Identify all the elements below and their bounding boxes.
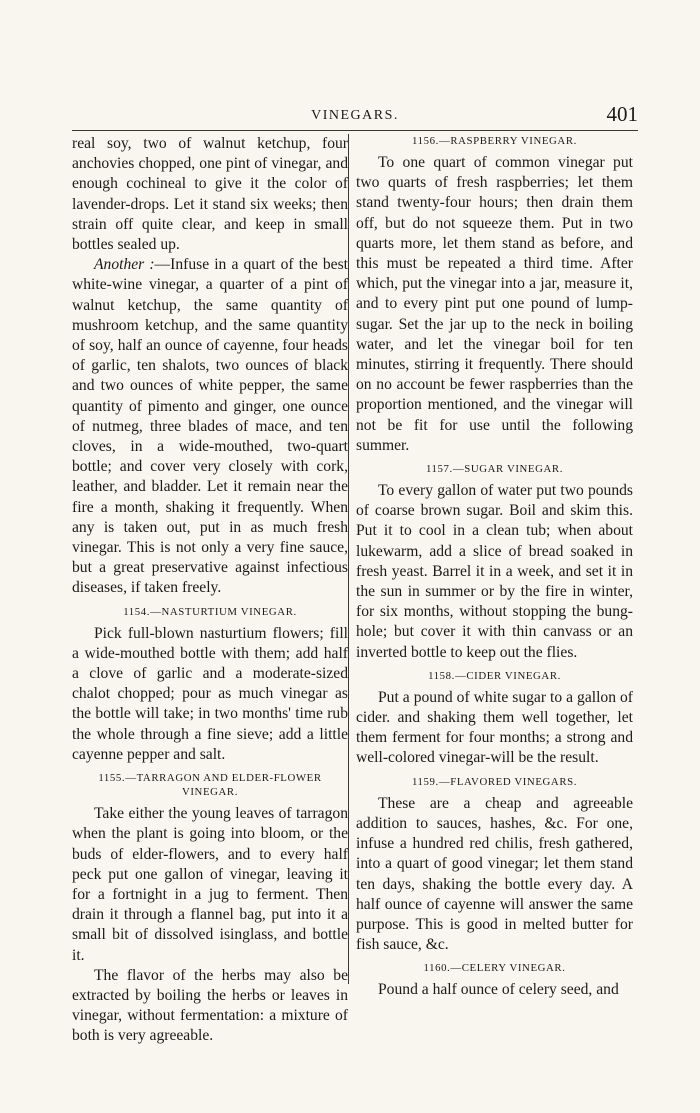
- recipe-heading-1155: 1155.—TARRAGON AND ELDER-FLOWER VINEGAR.: [98, 772, 322, 799]
- recipe-text-1160: Pound a half ounce of celery seed, and: [378, 981, 619, 999]
- running-header: [72, 104, 638, 131]
- page-number: 401: [606, 102, 638, 126]
- recipe-text-1155a: Take either the young leaves of tarragon when the plant is going into bloom, or the buds of elder-flowers, and to every half peck put one gallon of vinegar, leaving it for a fortnight in a jug to ferment. Then drain it through a flannel bag, put into it a small bit of dissolved isinglass, and bottle it.: [72, 805, 348, 964]
- another-lead: Another :: [94, 256, 155, 274]
- recipe-text-1159: These are a cheap and agreeable addition to sauces, hashes, &c. For one, infuse a hundred red chilis, fresh gathered, into a quart of good vinegar; let them stand ten days, shaking the bottle every day. A half ounce of cayenne will answer the same purpose. This is good in melted butter for fish sauce, &c.: [356, 794, 633, 954]
- recipe-text-1158: Put a pound of white sugar to a gallon of cider. and shaking them well together, let them ferment for four months; a strong and well-colored vinegar-will be the result.: [356, 688, 633, 767]
- paragraph-continued: real soy, two of walnut ketchup, four anchovies chopped, one pint of vinegar, and enough cochineal to give it the color of lavender-drops. Let it stand six weeks; then strain off quite clear, and keep in small bottles sealed up.: [72, 135, 348, 254]
- recipe-heading-1159: 1159.—FLAVORED VINEGARS.: [411, 775, 578, 788]
- another-text: —Infuse in a quart of the best white-wine vinegar, a quarter of a pint of walnut ketchup, the same quantity of mushroom ketchup, and the same quantity of soy, half an ounce of cayenne, four heads of garlic, ten shalots, two ounces of black and two ounces of white pepper, the same quantity of pimento and ginger, one ounce of nutmeg, three blades of mace, and ten cloves, in a wide-mouthed, two-quart bottle; and cover very closely with cork, leather, and bladder. Let it remain near the fire a month, shaking it frequently. When any is taken out, put in as much fresh vinegar. This is not only a very fine sauce, but a great preservative against infectious diseases, if taken freely.: [72, 256, 348, 597]
- left-column: [72, 134, 348, 1047]
- recipe-text-1156: To one quart of common vinegar put two quarts of fresh raspberries; let them stand twenty-four hours; then drain them off, but do not squeeze them. Put in two quarts more, let them stand as before, and this must be repeated a third time. After which, put the vinegar into a jar, measure it, and to every pint put one pound of lump-sugar. Set the jar up to the neck in boiling water, and let the vinegar boil for ten minutes, stirring it frequently. There should on no account be fewer raspberries than the proportion mentioned, and the vinegar will not be fit for use until the following summer.: [356, 154, 633, 454]
- recipe-text-1157: To every gallon of water put two pounds of coarse brown sugar. Boil and skim this. Put it to cool in a clean tub; when about lukewarm, add a slice of bread soaked in fresh yeast. Barrel it in a week, and set it in the sun in summer or by the fire in winter, for six months, without stopping the bung-hole; but cover it with thin canvass or an inverted bottle to keep out the flies.: [356, 482, 633, 661]
- recipe-text-1154: Pick full-blown nasturtium flowers; fill a wide-mouthed bottle with them; add half a clove of garlic and a moderate-sized chalot chopped; pour as much vinegar as the bottle will take; in two months' time rub the whole through a fine sieve; add a little cayenne pepper and salt.: [72, 624, 348, 763]
- column-divider: [348, 134, 349, 984]
- right-column: [356, 134, 633, 1001]
- recipe-heading-1156: 1156.—RASPBERRY VINEGAR.: [412, 135, 577, 147]
- recipe-heading-1160: 1160.—CELERY VINEGAR.: [423, 962, 566, 975]
- recipe-text-1155b: The flavor of the herbs may also be extracted by boiling the herbs or leaves in vinegar, without fermentation: a mixture of both is very agreeable.: [72, 966, 348, 1045]
- running-title: VINEGARS.: [311, 108, 399, 123]
- paragraph-another: [72, 255, 348, 598]
- recipe-heading-1158: 1158.—CIDER VINEGAR.: [428, 669, 561, 682]
- recipe-heading-1157: 1157.—SUGAR VINEGAR.: [425, 463, 564, 476]
- recipe-heading-1154: 1154.—NASTURTIUM VINEGAR.: [123, 605, 297, 618]
